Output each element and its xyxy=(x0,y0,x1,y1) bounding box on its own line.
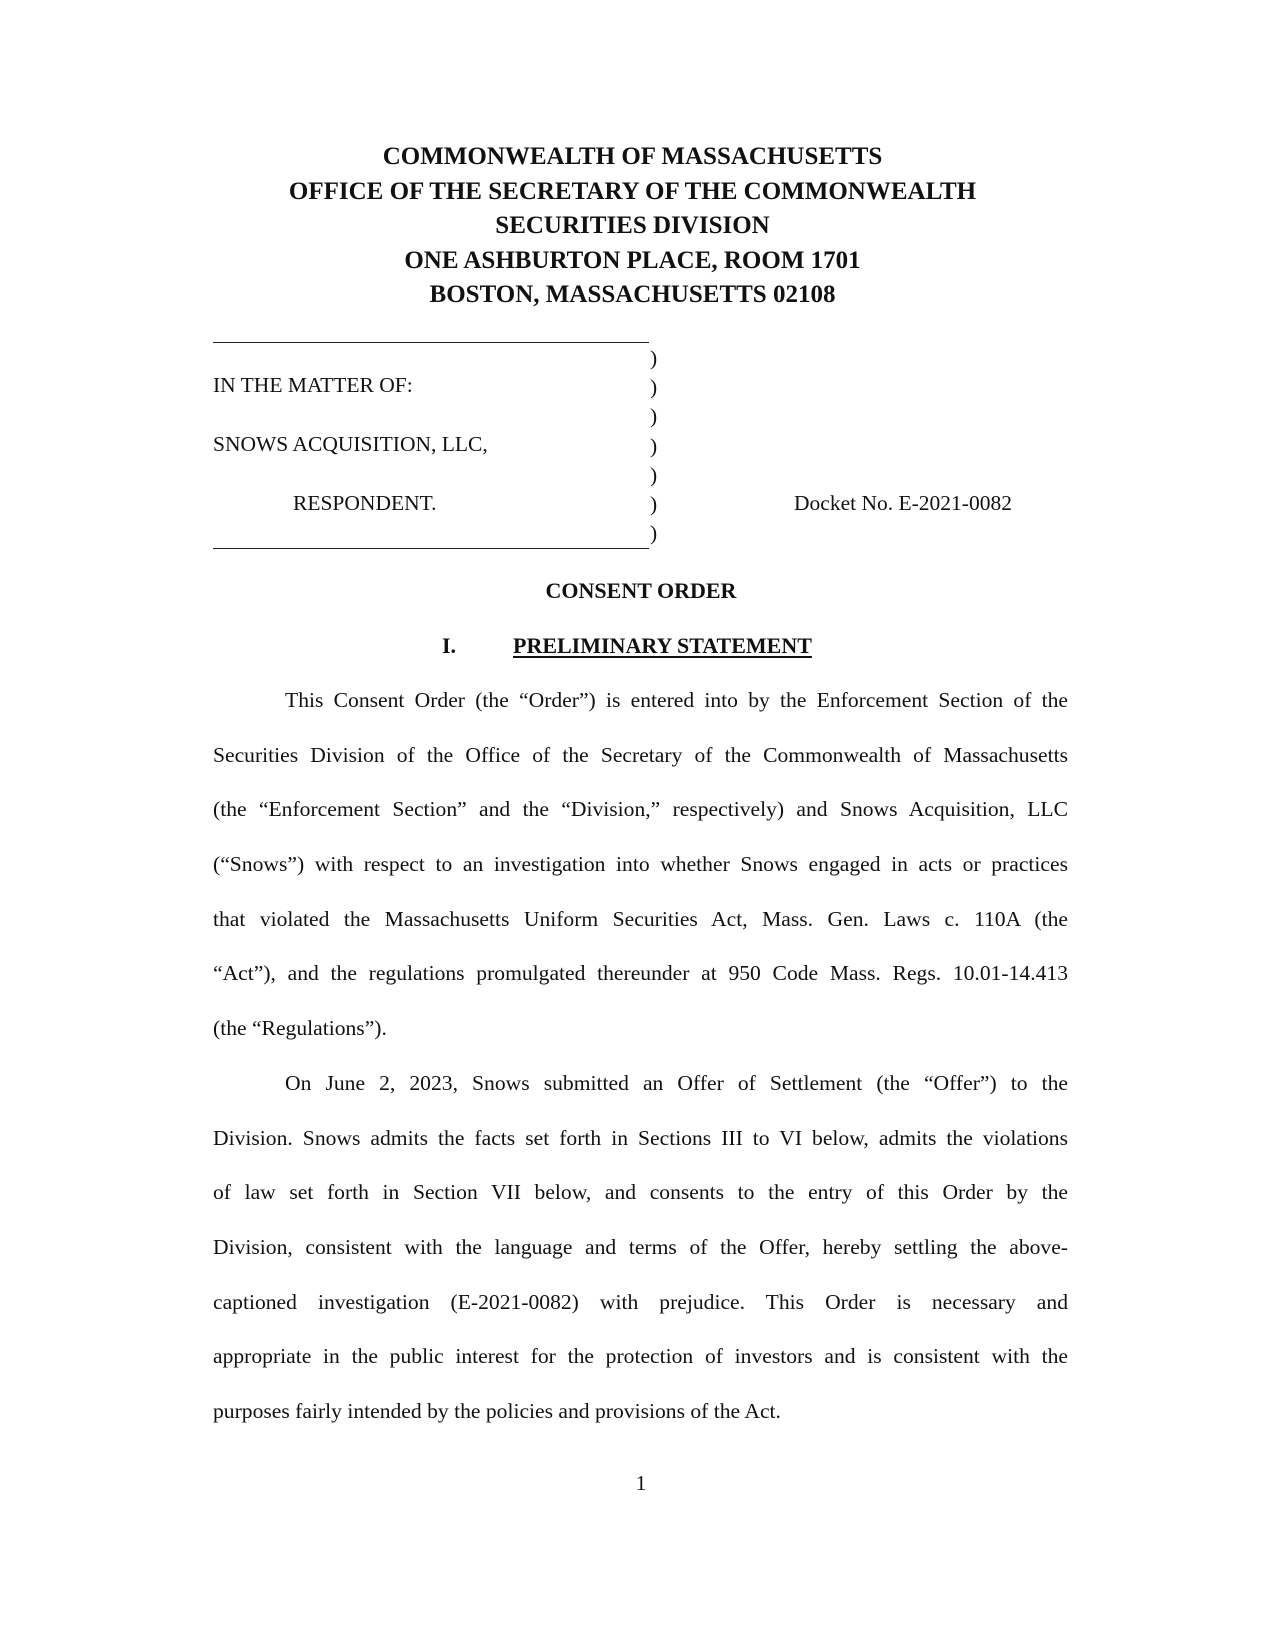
body-line: “Act”), and the regulations promulgated thereunder at 950 Code Mass. Regs. 10.01-14.413 xyxy=(213,961,1068,986)
header-line-commonwealth: COMMONWEALTH OF MASSACHUSETTS xyxy=(382,143,883,170)
body-line: (the “Regulations”). xyxy=(213,1016,387,1041)
page-number: 1 xyxy=(635,1471,647,1495)
caption-paren: ) xyxy=(650,433,658,458)
body-line: captioned investigation (E-2021-0082) with prejudice. This Order is necessary and xyxy=(213,1289,1068,1314)
section-number: I. xyxy=(442,633,457,658)
section-heading xyxy=(0,631,1265,661)
body-line: that violated the Massachusetts Uniform Securities Act, Mass. Gen. Laws c. 110A (the xyxy=(213,906,1068,931)
caption-paren: ) xyxy=(650,521,658,546)
docket-number: Docket No. E-2021-0082 xyxy=(794,491,1012,515)
caption-paren: ) xyxy=(650,346,658,370)
body-line: Securities Division of the Office of the Secretary of the Commonwealth of Massachusetts xyxy=(213,742,1068,767)
body-line: Division. Snows admits the facts set forth in Sections III to VI below, admits the violations xyxy=(213,1125,1068,1150)
body-line: Division, consistent with the language and terms of the Offer, hereby settling the above- xyxy=(213,1234,1068,1259)
in-the-matter-of: IN THE MATTER OF: xyxy=(213,373,413,397)
body-line: This Consent Order (the “Order”) is entered into by the Enforcement Section of the xyxy=(285,688,1068,712)
respondent-name: SNOWS ACQUISITION, LLC, xyxy=(213,432,488,456)
header-line-address: ONE ASHBURTON PLACE, ROOM 1701 xyxy=(404,246,861,274)
header-line-city: BOSTON, MASSACHUSETTS 02108 xyxy=(429,281,836,308)
body-line: On June 2, 2023, Snows submitted an Offer of Settlement (the “Offer”) to the xyxy=(285,1070,1068,1095)
caption-rule-top xyxy=(213,342,649,343)
caption-paren: ) xyxy=(650,375,658,400)
body-line: (the “Enforcement Section” and the “Division,” respectively) and Snows Acquisition, LLC xyxy=(213,797,1068,822)
body-line: (“Snows”) with respect to an investigation into whether Snows engaged in acts or practices xyxy=(213,852,1068,877)
section-title: PRELIMINARY STATEMENT xyxy=(513,633,812,658)
body-line: of law set forth in Section VII below, and consents to the entry of this Order by the xyxy=(213,1180,1068,1205)
preliminary-statement-body xyxy=(213,683,1068,1449)
respondent-label: RESPONDENT. xyxy=(293,491,437,515)
agency-header xyxy=(0,140,1265,313)
header-line-office: OFFICE OF THE SECRETARY OF THE COMMONWEALTH xyxy=(288,177,977,205)
case-caption xyxy=(213,342,1073,552)
caption-rule-bottom xyxy=(213,548,649,549)
caption-paren-column xyxy=(650,344,664,548)
document-title: CONSENT ORDER xyxy=(545,578,737,603)
header-line-division: SECURITIES DIVISION xyxy=(495,212,770,239)
body-line: purposes fairly intended by the policies and provisions of the Act. xyxy=(213,1398,781,1423)
caption-paren: ) xyxy=(650,462,658,487)
caption-paren: ) xyxy=(650,491,658,516)
body-line: appropriate in the public interest for the protection of investors and is consistent with the xyxy=(213,1344,1068,1369)
caption-paren: ) xyxy=(650,404,658,429)
